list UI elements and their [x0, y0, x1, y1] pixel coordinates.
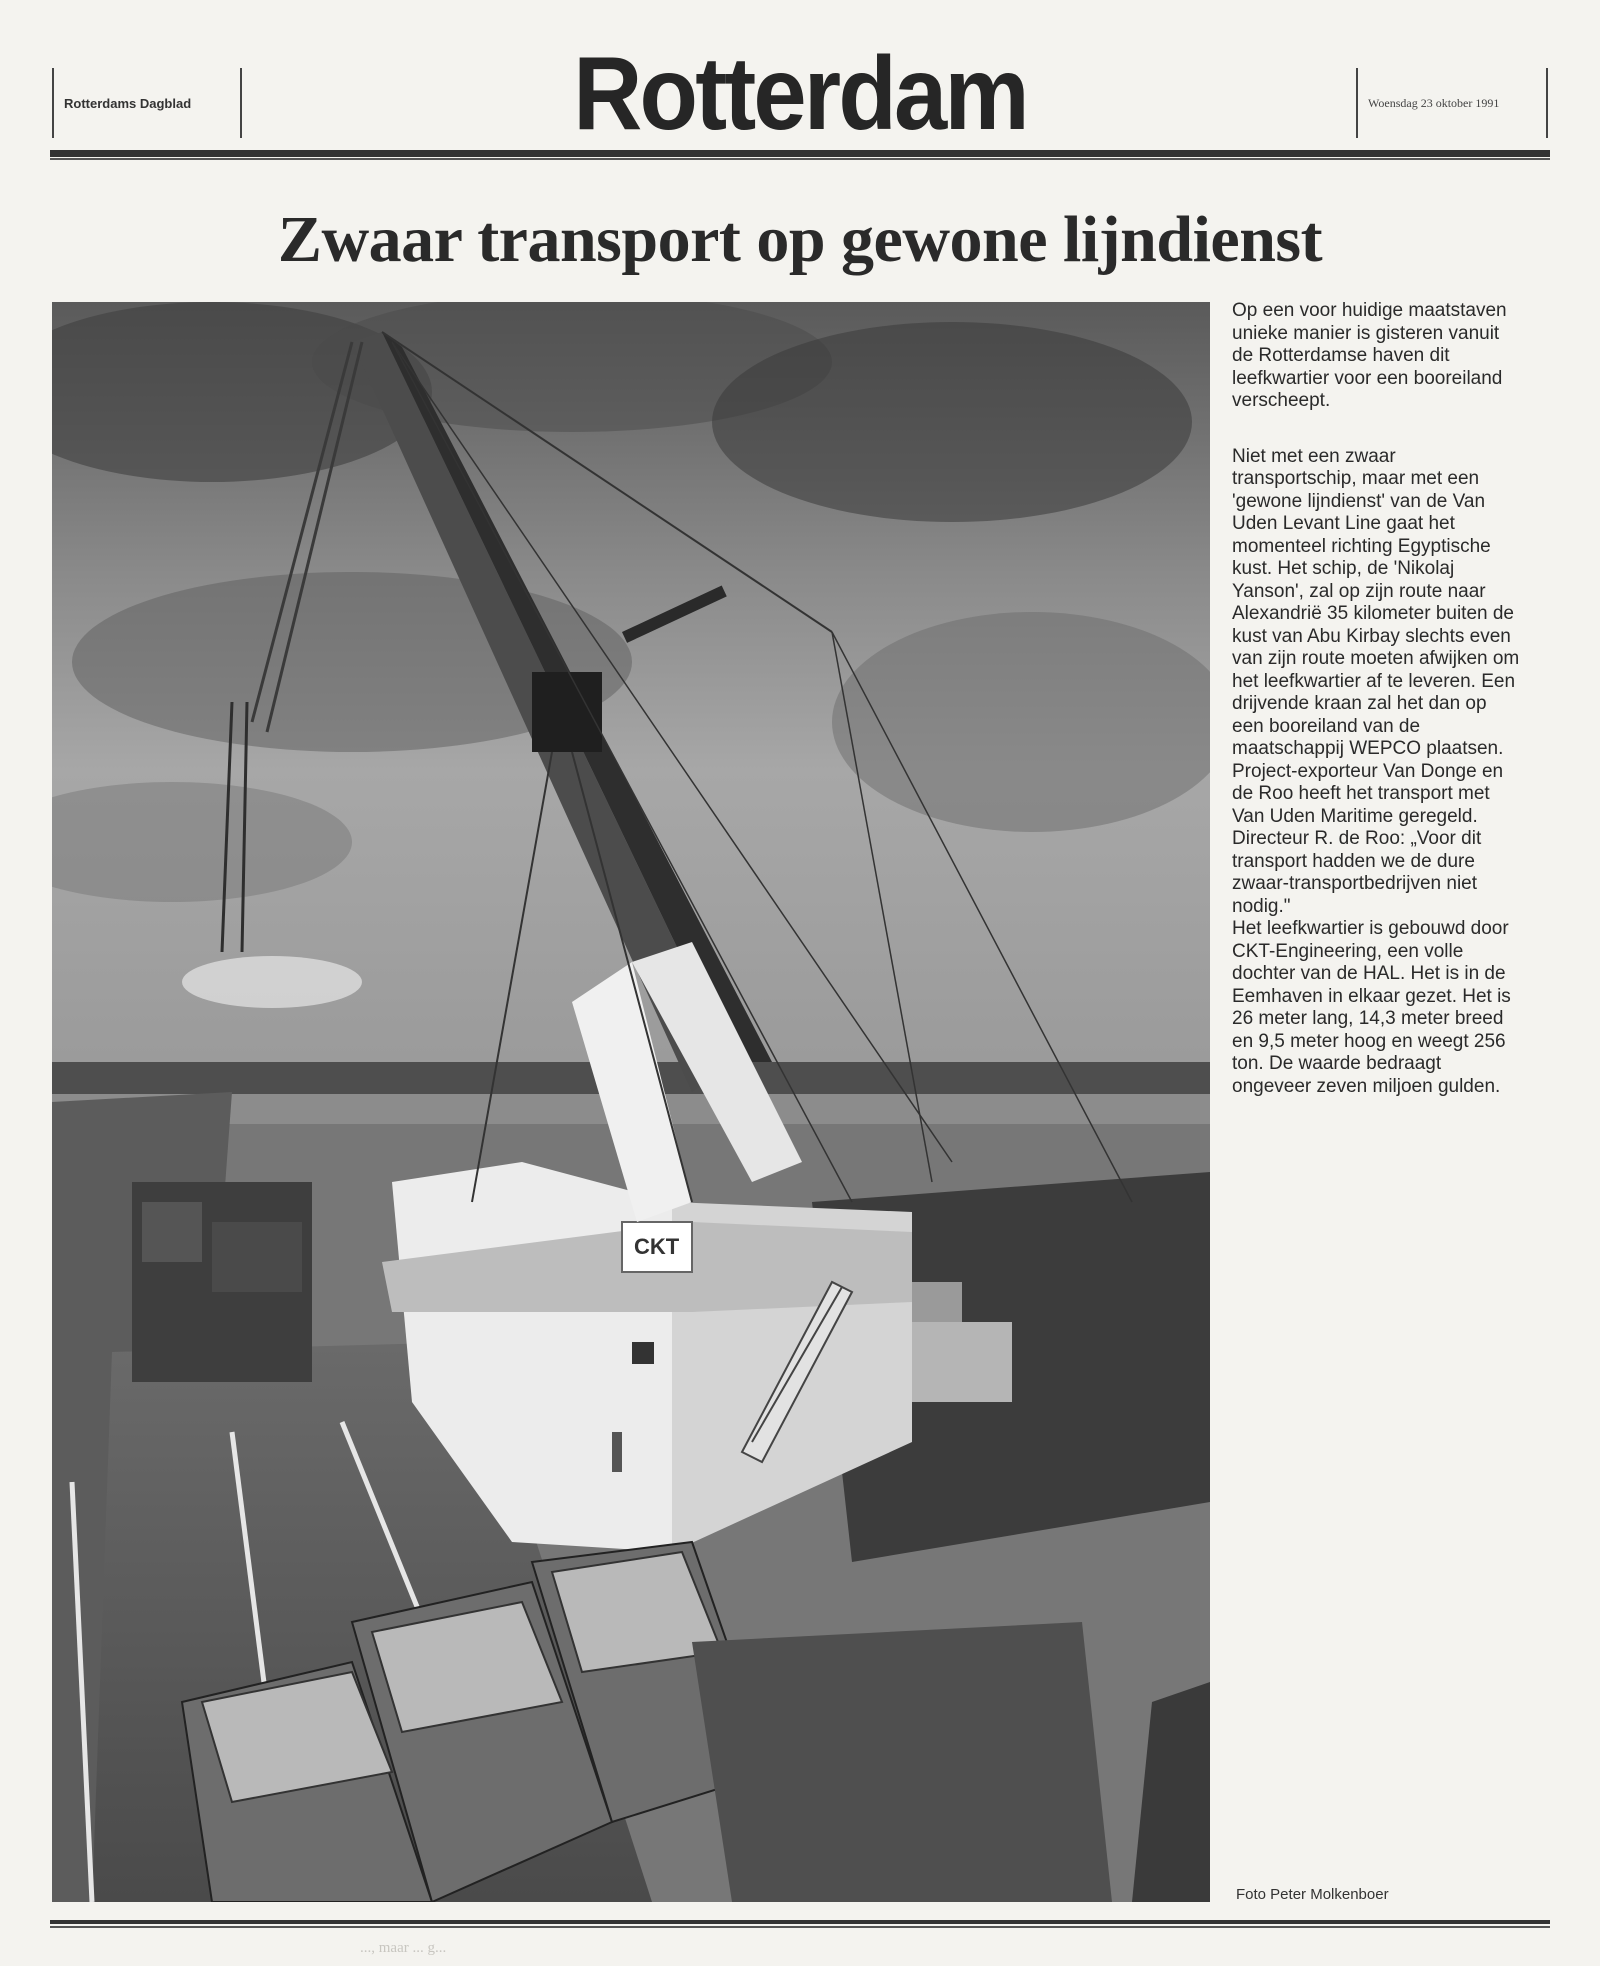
article-intro: Op een voor huidige maatstaven unieke manier is gisteren vanuit de Rotterdamse haven dit leefkwartier voor een booreiland verscheept. [1232, 300, 1507, 411]
footer-rule [50, 1920, 1550, 1928]
masthead-rule [50, 150, 1550, 160]
article-photo [52, 302, 1210, 1902]
ckt-logo: CKT [634, 1234, 680, 1259]
crane-ship-photo [52, 302, 1210, 1902]
section-title: Rotterdam [573, 36, 1027, 152]
article-headline: Zwaar transport op gewone lijndienst [277, 203, 1323, 276]
article-paragraph: Project-exporteur Van Donge en de Roo heeft het transport met Van Uden Maritime geregeld. Directeur R. de Roo: „Voor dit transport hadden we de dure zwaar-transportbedrijven niet nodig." [1232, 760, 1504, 917]
article-paragraph: Niet met een zwaar transportschip, maar met een 'gewone lijndienst' van de Van Uden Levant Line gaat het momenteel richting Egyptische kust. Het schip, de 'Nikolaj Yanson', zal op zijn route naar Alexandrië 35 kilometer buiten de kust van Abu Kirbay slechts even van zijn route moeten afwijken om het leefkwartier af te leveren. Een drijvende kraan zal het dan op een booreiland van de maatschappij WEPCO plaatsen. [1232, 445, 1520, 759]
masthead [50, 36, 1550, 152]
bleed-through-text: ..., maar ... g... [360, 1940, 447, 1956]
article-paragraph: Het leefkwartier is gebouwd door CKT-Engineering, een volle dochter van de HAL. Het is in de Eemhaven in elkaar gezet. Het is 26 meter lang, 14,3 meter breed en 9,5 meter hoog en weegt 256 ton. De waarde bedraagt ongeveer zeven miljoen gulden. [1232, 918, 1511, 1097]
article-text-column [1232, 300, 1522, 1098]
publication-name: Rotterdams Dagblad [52, 68, 242, 138]
publication-date: Woensdag 23 oktober 1991 [1356, 68, 1548, 138]
photo-caption: Foto Peter Molkenboer [1236, 1886, 1389, 1903]
